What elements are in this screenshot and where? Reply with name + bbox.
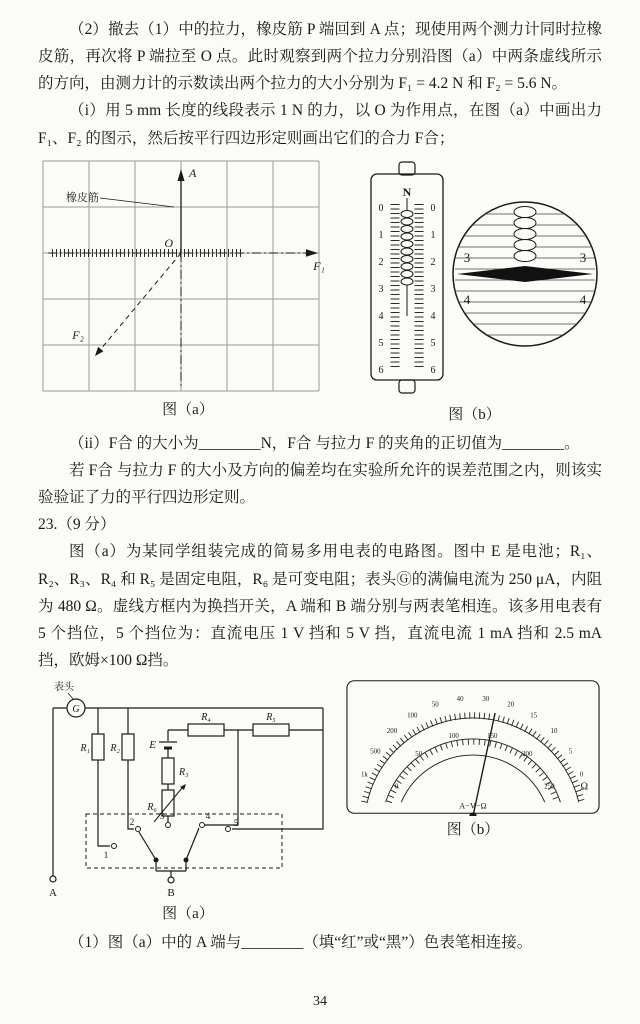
svg-text:2: 2 [378,256,384,268]
svg-text:4: 4 [430,310,436,322]
label-R5: R₅ [266,712,276,723]
label-ohm-symbol: Ω [580,781,589,793]
label-rubber-band: 橡皮筋 [66,191,99,204]
svg-text:4: 4 [463,291,471,307]
svg-text:3: 3 [463,249,471,265]
label-R6: R₆ [147,802,157,813]
svg-text:0: 0 [378,202,384,214]
svg-text:5: 5 [233,818,239,828]
svg-text:0: 0 [394,783,399,791]
figure-spring-scale [347,156,602,428]
resistor-R2 [122,734,134,760]
svg-text:2: 2 [129,817,135,827]
svg-text:6: 6 [430,364,436,376]
force-grid-svg [38,156,338,396]
svg-text:3: 3 [378,283,384,295]
label-point-O: O [164,235,173,250]
resistor-R5 [253,724,289,736]
label-terminal-A: A [49,887,57,899]
svg-text:200: 200 [386,728,398,736]
label-terminal-B: B [167,887,175,899]
svg-text:4: 4 [378,310,384,322]
spring-coil [401,198,413,316]
label-G: G [72,704,80,715]
switch-arms [139,828,199,860]
rubber-label-leader [100,198,174,207]
question-23-body: 图（a）为某同学组装完成的简易多用电表的电路图。图中 E 是电池；R₁、R₂、R₃、R₄ 和 R₅ 是固定电阻，R₆ 是可变电阻；表头Ⓖ的满偏电流为 250 μA，内阻为 480 Ω。虚线方框内为换挡开关，A 端和 B 端分别与两表笔相连。该多用电表有 5 个挡位，5 个挡位为：直流电压 1 V 挡和 5 V 挡，直流电流 1 mA 挡和 2.5 mA 挡，欧姆×100 Ω挡。 [38,543,602,669]
svg-text:500: 500 [370,748,381,756]
caption-figure-a1: 图（a） [162,401,214,418]
page-number: 34 [313,993,327,1009]
dial-border [347,681,599,813]
arrow-F1-icon [306,249,318,257]
scale-top-tab [399,162,415,175]
label-F2: F₂ [72,327,84,342]
magnifier-coil [514,206,536,261]
svg-text:1: 1 [378,229,384,241]
question-23-header: 23.（9 分） [38,516,116,534]
svg-text:20: 20 [507,701,515,709]
svg-text:10: 10 [550,728,558,736]
resistor-R3 [162,758,174,784]
svg-text:100: 100 [448,732,459,740]
svg-text:150: 150 [487,732,498,740]
svg-text:50: 50 [415,751,423,759]
resistor-R1 [92,734,104,760]
head-label-leader [68,693,73,699]
label-R1: R₁ [80,743,90,754]
paragraph-conclusion: 若 F合 与拉力 F 的大小及方向的偏差均在实验所允许的误差范围之内，则该实验验证了力的平行四边形定则。 [38,462,602,507]
scale-left-numbers [379,203,384,376]
dc-arc [386,739,561,802]
svg-text:5: 5 [568,748,573,756]
arrow-up-A-icon [178,169,185,181]
svg-text:3: 3 [159,811,165,821]
arrow-F2-icon [95,347,104,356]
svg-text:4: 4 [205,811,211,821]
svg-text:15: 15 [530,712,538,720]
scale-right-numbers [431,203,436,376]
svg-text:5: 5 [378,337,384,349]
svg-text:1: 1 [103,850,109,860]
contact-numbers [104,811,239,860]
dial-needle [473,713,495,816]
scale-unit-label: N [402,184,412,199]
terminal-B-circle [168,877,174,883]
meter-dial-svg [344,678,602,816]
circuit-svg [38,678,338,900]
svg-text:5: 5 [430,337,436,349]
svg-text:2: 2 [430,256,436,268]
label-point-A: A [189,165,197,180]
svg-text:1k: 1k [360,771,368,779]
caption-figure-b1: 图（b） [448,406,501,423]
svg-text:3: 3 [579,249,587,265]
figure-row-multimeter [38,678,602,927]
svg-text:200: 200 [522,751,533,759]
svg-text:250: 250 [544,783,555,791]
figure-meter-dial [344,678,602,843]
svg-text:100: 100 [407,712,418,720]
svg-text:4: 4 [579,291,587,307]
f2-direction-dashed [100,253,181,350]
figure-force-grid [38,156,338,423]
svg-text:6: 6 [378,364,384,376]
caption-figure-a2: 图（a） [162,906,214,922]
svg-text:50: 50 [431,701,439,709]
third-arc [401,755,545,802]
question-23-sub1: （1）图（a）中的 A 端与________（填“红”或“黑”）色表笔相连接。 [69,934,533,952]
caption-figure-b2: 图（b） [446,822,500,838]
paragraph-part-i: （i）用 5 mm 长度的线段表示 1 N 的力，以 O 为作用点，在图（a）中画出力 F₁、F₂ 的图示，然后按平行四边形定则画出它们的合力 F合； [38,102,602,147]
svg-text:0: 0 [579,771,584,779]
svg-text:0: 0 [430,202,436,214]
resistor-R4 [188,724,224,736]
scale-bottom-tab [399,380,415,393]
label-R3: R₃ [179,767,189,778]
ohm-scale-numbers [361,696,584,778]
switch-pivot-1 [154,858,159,863]
label-R2: R₂ [110,743,120,754]
terminal-A-circle [50,876,56,882]
label-meter-head: 表头 [54,682,74,693]
paragraph-part-ii: （ii）F合 的大小为________N，F合 与拉力 F 的夹角的正切值为________。 [69,434,580,452]
figure-row-forces [38,156,602,428]
switch-pivot-2 [184,858,189,863]
label-F1: F₁ [313,258,325,273]
svg-text:3: 3 [430,283,436,295]
svg-text:40: 40 [456,696,464,703]
svg-text:30: 30 [482,696,490,703]
label-avo: A−V−Ω [459,801,487,811]
label-E: E [149,739,156,751]
figure-circuit [38,678,338,927]
label-R4: R₄ [201,712,211,723]
svg-text:1: 1 [430,229,436,241]
spring-scale-svg [347,156,602,401]
paragraph-part2: （2）撤去（1）中的拉力，橡皮筋 P 端回到 A 点；现使用两个测力计同时拉橡皮筋，再次将 P 端拉至 O 点。此时观察到两个拉力分别沿图（a）中两条虚线所示的方向，由测力计的示数读出两个拉力的大小分别为 F₁ = 4.2 N 和 F₂ = 5.6 N。 [38,21,602,93]
